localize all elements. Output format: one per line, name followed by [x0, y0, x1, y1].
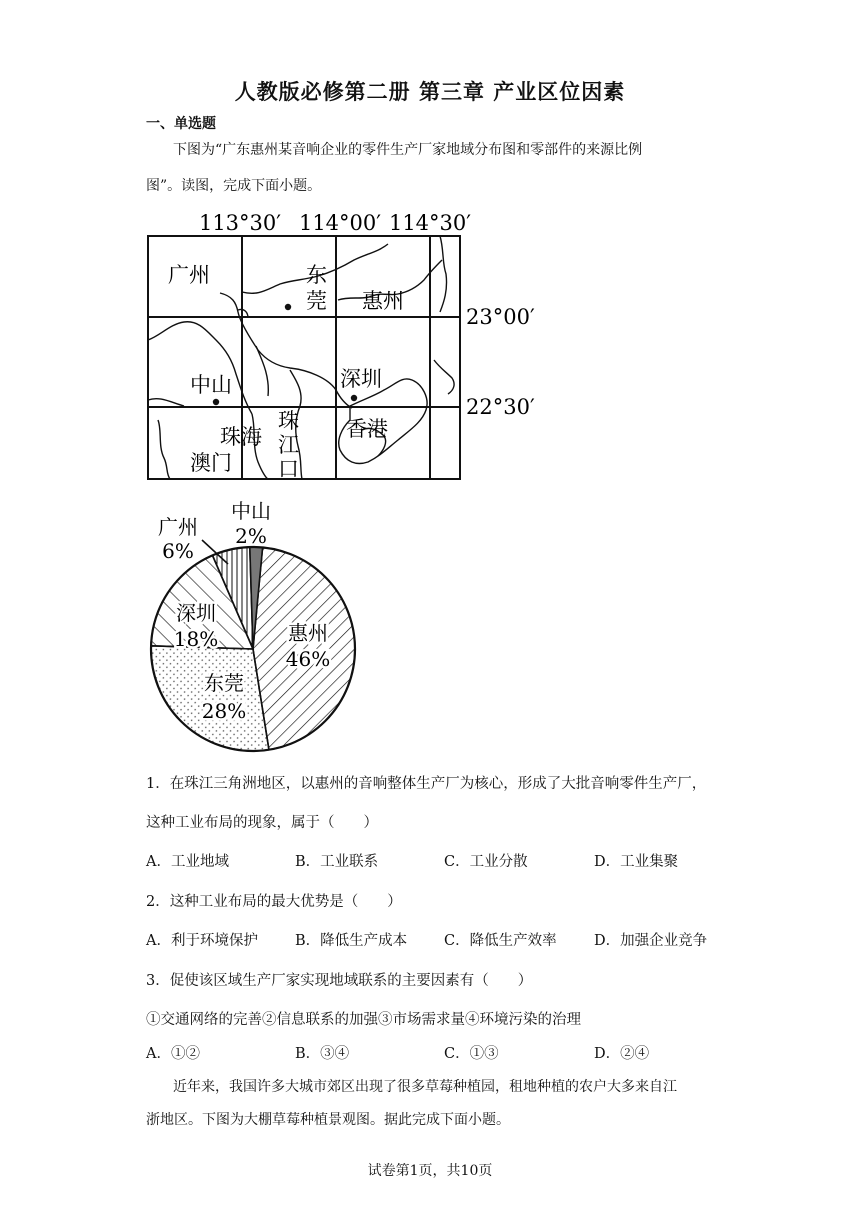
label-dongguan-1: 东 [306, 263, 327, 287]
q3-option-c[interactable]: C．①③ [444, 1046, 499, 1062]
q1-option-b[interactable]: B．工业联系 [295, 854, 379, 870]
shenzhen-dot [351, 395, 357, 401]
intro2-line-1: 近年来，我国许多大城市郊区出现了很多草莓种植园，租地种植的农户大多来自江 [173, 1079, 677, 1095]
label-zhujiangkou-2: 江 [278, 433, 299, 457]
slice-label-zhongshan: 中山 [231, 499, 271, 523]
section-heading: 一、单选题 [146, 116, 216, 132]
label-huizhou: 惠州 [362, 289, 404, 313]
slice-label-shenzhen: 深圳 [176, 601, 216, 625]
label-zhujiangkou-3: 口 [278, 457, 299, 481]
slice-value-zhongshan: 2% [235, 524, 267, 548]
intro-line-2: 图”。读图，完成下面小题。 [146, 178, 322, 194]
q3-option-b[interactable]: B．③④ [295, 1046, 350, 1062]
label-xianggang: 香港 [346, 417, 388, 441]
pie-chart [140, 494, 440, 762]
slice-value-dongguan: 28% [201, 699, 247, 723]
question-3-line-1: 3．促使该区域生产厂家实现地域联系的主要因素有（ ） [146, 973, 533, 989]
page-footer: 试卷第1页，共10页 [367, 1163, 493, 1179]
label-zhujiangkou-1: 珠 [278, 409, 299, 433]
q1-option-a[interactable]: A．工业地域 [146, 854, 229, 870]
slice-value-shenzhen: 18% [173, 627, 219, 651]
q2-option-d[interactable]: D．加强企业竞争 [594, 933, 708, 949]
lon-label-1: 113°30′ [198, 211, 282, 235]
page-title: 人教版必修第二册 第三章 产业区位因素 [234, 79, 626, 104]
q2-option-c[interactable]: C．降低生产效率 [444, 933, 557, 949]
lon-label-3: 114°30′ [388, 211, 472, 235]
q3-option-a[interactable]: A．①② [146, 1046, 200, 1062]
label-aomen: 澳门 [190, 451, 232, 475]
region-map [140, 200, 560, 490]
question-2-line-1: 2．这种工业布局的最大优势是（ ） [146, 894, 402, 910]
slice-label-huizhou: 惠州 [288, 621, 328, 645]
slice-value-guangzhou: 6% [162, 539, 194, 563]
dongguan-dot [285, 304, 291, 310]
lat-label-2: 22°30′ [466, 395, 535, 419]
intro2-line-2: 浙地区。下图为大棚草莓种植景观图。据此完成下面小题。 [146, 1112, 510, 1128]
slice-value-huizhou: 46% [285, 647, 331, 671]
lon-label-2: 114°00′ [298, 211, 382, 235]
intro-line-1: 下图为“广东惠州某音响企业的零件生产厂家地域分布图和零部件的来源比例 [173, 142, 643, 158]
q1-option-c[interactable]: C．工业分散 [444, 854, 528, 870]
slice-label-guangzhou: 广州 [158, 515, 198, 539]
label-shenzhen: 深圳 [340, 367, 382, 391]
lat-label-1: 23°00′ [466, 305, 535, 329]
q2-option-b[interactable]: B．降低生产成本 [295, 933, 408, 949]
question-3-line-2: ①交通网络的完善②信息联系的加强③市场需求量④环境污染的治理 [146, 1012, 581, 1028]
slice-label-dongguan: 东莞 [204, 671, 244, 695]
label-guangzhou: 广州 [168, 263, 210, 287]
q1-option-d[interactable]: D．工业集聚 [594, 854, 679, 870]
zhongshan-dot [213, 399, 219, 405]
q3-option-d[interactable]: D．②④ [594, 1046, 650, 1062]
q2-option-a[interactable]: A．利于环境保护 [146, 933, 258, 949]
label-zhuhai: 珠海 [220, 425, 262, 449]
label-dongguan-2: 莞 [306, 289, 327, 313]
label-zhongshan: 中山 [190, 373, 232, 397]
question-1-line-1: 1．在珠江三角洲地区，以惠州的音响整体生产厂为核心，形成了大批音响零件生产厂， [146, 776, 707, 792]
question-1-line-2: 这种工业布局的现象，属于（ ） [146, 815, 378, 831]
